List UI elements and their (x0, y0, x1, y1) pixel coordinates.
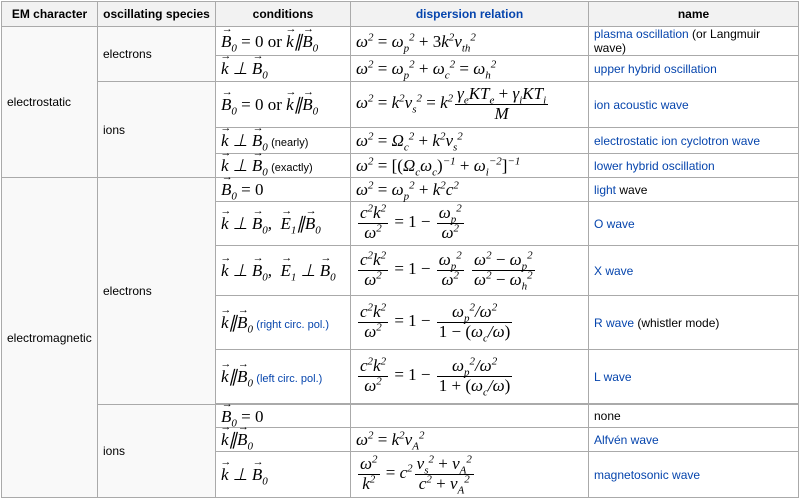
dispersion-cell: $\omega^2 = k^2v_s^2 = k^2$ $\frac{\gamma_eKT_e + \gamma_iKT_i}{M}$ (351, 82, 589, 128)
name-cell (589, 296, 799, 350)
group-electromagnetic: electromagnetic (2, 178, 98, 498)
or-word: or (267, 95, 282, 114)
header-conditions: conditions (216, 2, 351, 27)
plasma-oscillation-link[interactable]: plasma oscillation (594, 27, 689, 41)
condition-cell: → k ⊥ → $B_0$ (nearly) (216, 128, 351, 154)
name-cell (589, 56, 799, 82)
name-cell (589, 428, 799, 452)
condition-cell: → k ⊥ → $B_0$, → $E_1$ ⊥ → $B_0$ (216, 246, 351, 296)
dispersion-cell: $\frac{c^2k^2}{\omega^2}$ = 1 − $\frac{\omega_p^2/\omega^2}{1 + (\omega_c/\omega)}$ (351, 350, 589, 404)
dispersion-cell: $\frac{c^2k^2}{\omega^2}$ = 1 − $\frac{\omega_p^2}{\omega^2}$ (351, 202, 589, 246)
condition-note-exactly: (exactly) (271, 162, 313, 174)
condition-cell: → k ⊥ → $B_0$ (216, 56, 351, 82)
dispersion-cell: $\omega^2 = \Omega_c^2 + k^2v_s^2$ (351, 128, 589, 154)
name-suffix: (or Langmuir wave) (594, 27, 761, 55)
header-row (2, 2, 799, 27)
species-electrons: electrons (98, 27, 216, 82)
condition-cell: → k∥→ $B_0$ (right circ. pol.) (216, 296, 351, 350)
table-row (2, 82, 799, 128)
header-em-character: EM character (2, 2, 98, 27)
condition-note-left-circ[interactable]: (left circ. pol.) (256, 373, 323, 385)
dispersion-cell: $\omega^2 = \omega_p^2 + \omega_c^2 = \omega_h^2$ (351, 56, 589, 82)
l-wave-link[interactable]: L wave (594, 369, 632, 384)
o-wave-link[interactable]: O wave (594, 216, 635, 231)
name-cell (589, 154, 799, 178)
dispersion-cell: $\omega^2 = \omega_p^2 + k^2c^2$ (351, 178, 589, 202)
condition-note-right-circ[interactable]: (right circ. pol.) (256, 319, 330, 331)
dispersion-cell: $\frac{c^2k^2}{\omega^2}$ = 1 − $\frac{\omega_p^2}{\omega^2}$ $\frac{\omega^2 - \omega_p^2}{\omega^2 - \omega_h^2}$ (351, 246, 589, 296)
condition-cell: → k ⊥ → $B_0$, → $E_1\parallel\to B_0$ (216, 202, 351, 246)
condition-note-nearly: (nearly) (271, 137, 309, 149)
magnetosonic-link[interactable]: magnetosonic wave (594, 467, 701, 482)
x-wave-link[interactable]: X wave (594, 263, 634, 278)
group-electrostatic: electrostatic (2, 27, 98, 178)
dispersion-cell (351, 405, 589, 428)
name-cell (589, 27, 799, 56)
name-suffix: (whistler mode) (634, 315, 720, 330)
condition-cell: → $B_0 = 0$ (216, 405, 351, 428)
name-cell (589, 82, 799, 128)
condition-cell: → k∥→ $B_0$ (216, 428, 351, 452)
dispersion-table (1, 1, 799, 498)
name-cell (589, 452, 799, 498)
ion-cyclotron-link[interactable]: electrostatic ion cyclotron wave (594, 133, 761, 148)
none-label: none (594, 409, 621, 423)
lower-hybrid-link[interactable]: lower hybrid oscillation (594, 158, 715, 173)
table-row (2, 178, 799, 202)
name-cell (589, 128, 799, 154)
alfven-link[interactable]: Alfvén wave (594, 432, 659, 447)
condition-cell: → k∥→ $B_0$ (left circ. pol.) (216, 350, 351, 404)
name-cell (589, 202, 799, 246)
name-cell (589, 178, 799, 202)
condition-cell: → $B_0 = 0$ or → k∥→ $B_0$ (216, 27, 351, 56)
header-oscillating-species: oscillating species (98, 2, 216, 27)
condition-cell: → $B_0 = 0$ (216, 178, 351, 202)
name-suffix: wave (616, 182, 648, 197)
name-cell (589, 246, 799, 296)
dispersion-cell: $\omega^2 = k^2v_A^2$ (351, 428, 589, 452)
upper-hybrid-link[interactable]: upper hybrid oscillation (594, 61, 717, 76)
ion-acoustic-link[interactable]: ion acoustic wave (594, 97, 689, 112)
condition-cell: → $B_0 = 0$ or → k∥→ $B_0$ (216, 82, 351, 128)
dispersion-cell: $\omega^2 = [(\Omega_c\omega_c)^{-1} + \omega_i^{-2}]^{-1}$ (351, 154, 589, 178)
dispersion-cell: $\frac{c^2k^2}{\omega^2}$ = 1 − $\frac{\omega_p^2/\omega^2}{1 - (\omega_c/\omega)}$ (351, 296, 589, 350)
species-ions: ions (98, 82, 216, 178)
dispersion-cell: $\frac{\omega^2}{k^2}$ = $c^2$ $\frac{v_s^2 + v_A^2}{c^2 + v_A^2}$ (351, 452, 589, 498)
condition-cell: → k ⊥ → $B_0$ (216, 452, 351, 498)
table-row (2, 405, 799, 428)
name-cell (589, 405, 799, 428)
name-cell (589, 350, 799, 404)
header-dispersion-relation[interactable]: dispersion relation (351, 2, 589, 27)
condition-cell: → k ⊥ → $B_0$ (exactly) (216, 154, 351, 178)
header-name: name (589, 2, 799, 27)
species-electrons: electrons (98, 178, 216, 405)
dispersion-cell: $\omega^2 = \omega_p^2 + 3k^2v_{th}^2$ (351, 27, 589, 56)
or-word: or (267, 31, 282, 51)
light-link[interactable]: light (594, 182, 617, 197)
table-row (2, 27, 799, 56)
species-ions: ions (98, 405, 216, 498)
r-wave-link[interactable]: R wave (594, 315, 635, 330)
